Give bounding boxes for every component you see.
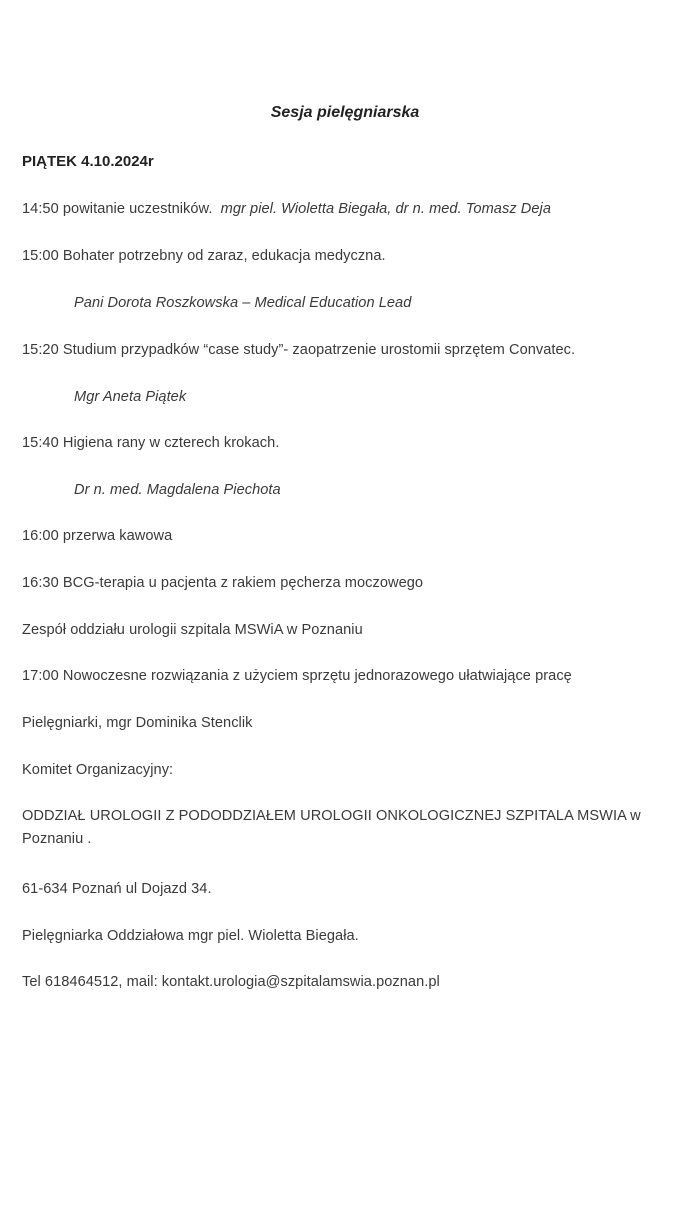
agenda-speaker: mgr piel. Wioletta Biegała, dr n. med. Tomasz Deja <box>220 201 551 217</box>
agenda-speaker-1520: Mgr Aneta Piątek <box>74 389 187 405</box>
agenda-speaker-1630: Zespół oddziału urologii szpitala MSWiA w Poznaniu <box>22 622 363 638</box>
committee-address: 61-634 Poznań ul Dojazd 34. <box>22 881 212 897</box>
session-title: Sesja pielęgniarska <box>270 104 420 121</box>
committee-contact: Tel 618464512, mail: kontakt.urologia@szpitalamswia.poznan.pl <box>22 974 440 990</box>
agenda-item-1600: 16:00 przerwa kawowa <box>22 528 173 544</box>
agenda-speaker-1500: Pani Dorota Roszkowska – Medical Education Lead <box>74 295 412 311</box>
agenda-item-1540: 15:40 Higiena rany w czterech krokach. <box>22 435 280 451</box>
committee-head-nurse: Pielęgniarka Oddziałowa mgr piel. Wioletta Biegała. <box>22 928 359 944</box>
agenda-speaker-1700: Pielęgniarki, mgr Dominika Stenclik <box>22 715 253 731</box>
agenda-item-1520: 15:20 Studium przypadków “case study”- zaopatrzenie urostomii sprzętem Convatec. <box>22 342 576 358</box>
agenda-item-1700: 17:00 Nowoczesne rozwiązania z użyciem sprzętu jednorazowego ułatwiające pracę <box>22 668 572 684</box>
committee-org: ODDZIAŁ UROLOGII Z PODODDZIAŁEM UROLOGII ONKOLOGICZNEJ SZPITALA MSWIA w Poznaniu . <box>22 808 641 847</box>
agenda-item-1500: 15:00 Bohater potrzebny od zaraz, edukacja medyczna. <box>22 248 386 264</box>
committee-label: Komitet Organizacyjny: <box>22 762 174 778</box>
agenda-speaker-1540: Dr n. med. Magdalena Piechota <box>74 482 281 498</box>
session-date: PIĄTEK 4.10.2024r <box>22 153 154 170</box>
agenda-item-1630: 16:30 BCG-terapia u pacjenta z rakiem pęcherza moczowego <box>22 575 424 591</box>
agenda-time-text: 14:50 powitanie uczestników. <box>22 201 213 217</box>
agenda-item-1450 <box>22 201 551 217</box>
